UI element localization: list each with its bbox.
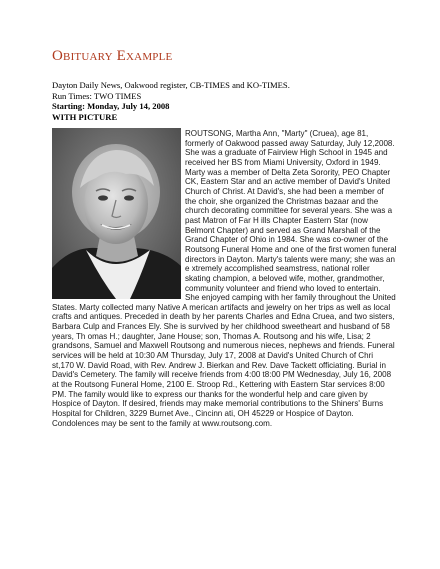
picture-note-line: WITH PICTURE [52, 111, 118, 122]
start-date-line: Starting: Monday, July 14, 2008 [52, 101, 170, 112]
page-title: Obituary Example [52, 48, 173, 64]
obituary-body [52, 129, 397, 428]
run-times-line: Run Times: TWO TIMES [52, 90, 142, 101]
publication-line: Dayton Daily News, Oakwood register, CB-TIMES and KO-TIMES. [52, 80, 290, 90]
obituary-text: ROUTSONG, Martha Ann, "Marty" (Cruea), age 81, formerly of Oakwood passed away Saturday, July 12,2008. She was a graduate of Fairview High School in 1945 and received her BS from Miami University, Oxford in 1949. Marty was a member of Delta Zeta Sorority, PEO Chapter CK, Eastern Star and an active member of David's United Church of Christ. At David's, she had been a member of the choir, she organized the Christmas bazaar and the church decorating committee for several years. She was a past Matron of Far H ills Chapter Eastern Star (now Belmont Chapter) and served as Grand Marshall of the Grand Chapter of Ohio in 1984. She was co-owner of the Routsong Funeral Home and one of the first women funeral directors in Dayton. Marty's talents were many; she was an e xtremely accomplished seamstress, national roller skating champion, a beloved wife, mother, grandmother, community volunteer and friend who loved to entertain. She enjoyed camping with her family throughout the United States. Marty collected many Native A merican artifacts and jewelry on her trips as well as local crafts and antiques. Preceded in death by her parents Charles and Edna Cruea, and two sisters, Barbara Culp and Frances Ely. She is survived by her childhood sweetheart and husband of 58 years, Th omas H.; daughter, Jane House; son, Thomas A. Routsong and his wife, Lisa; 2 grandsons, Samuel and Maxwell Routsong and numerous nieces, nephews and friends. Funeral services will be held at 10:30 AM Thursday, July 17, 2008 at David's United Church of Chri st,170 W. David Road, with Rev. Andrew J. Bierkan and Rev. Dave Tackett officiating. Burial in David's Cemetery. The family will receive friends from 4:00 t8:00 PM Wednesday, July 16, 2008 at the Routsong Funeral Home, 2100 E. Stroop Rd., Kettering with Eastern Star services 8:00 PM. The family would like to express our thanks for the wonderful help and care given by Hospice of Dayton. If desired, friends may make memorial contributions to the Shiners' Burns Hospital for Children, 3229 Burnet Ave., Cincinn ati, OH 45229 or Hospice of Dayton. Condolences may be sent to the family at www.routsong.com. [52, 129, 397, 428]
publication-info [52, 80, 402, 122]
photo-wrap-spacer [52, 129, 185, 295]
